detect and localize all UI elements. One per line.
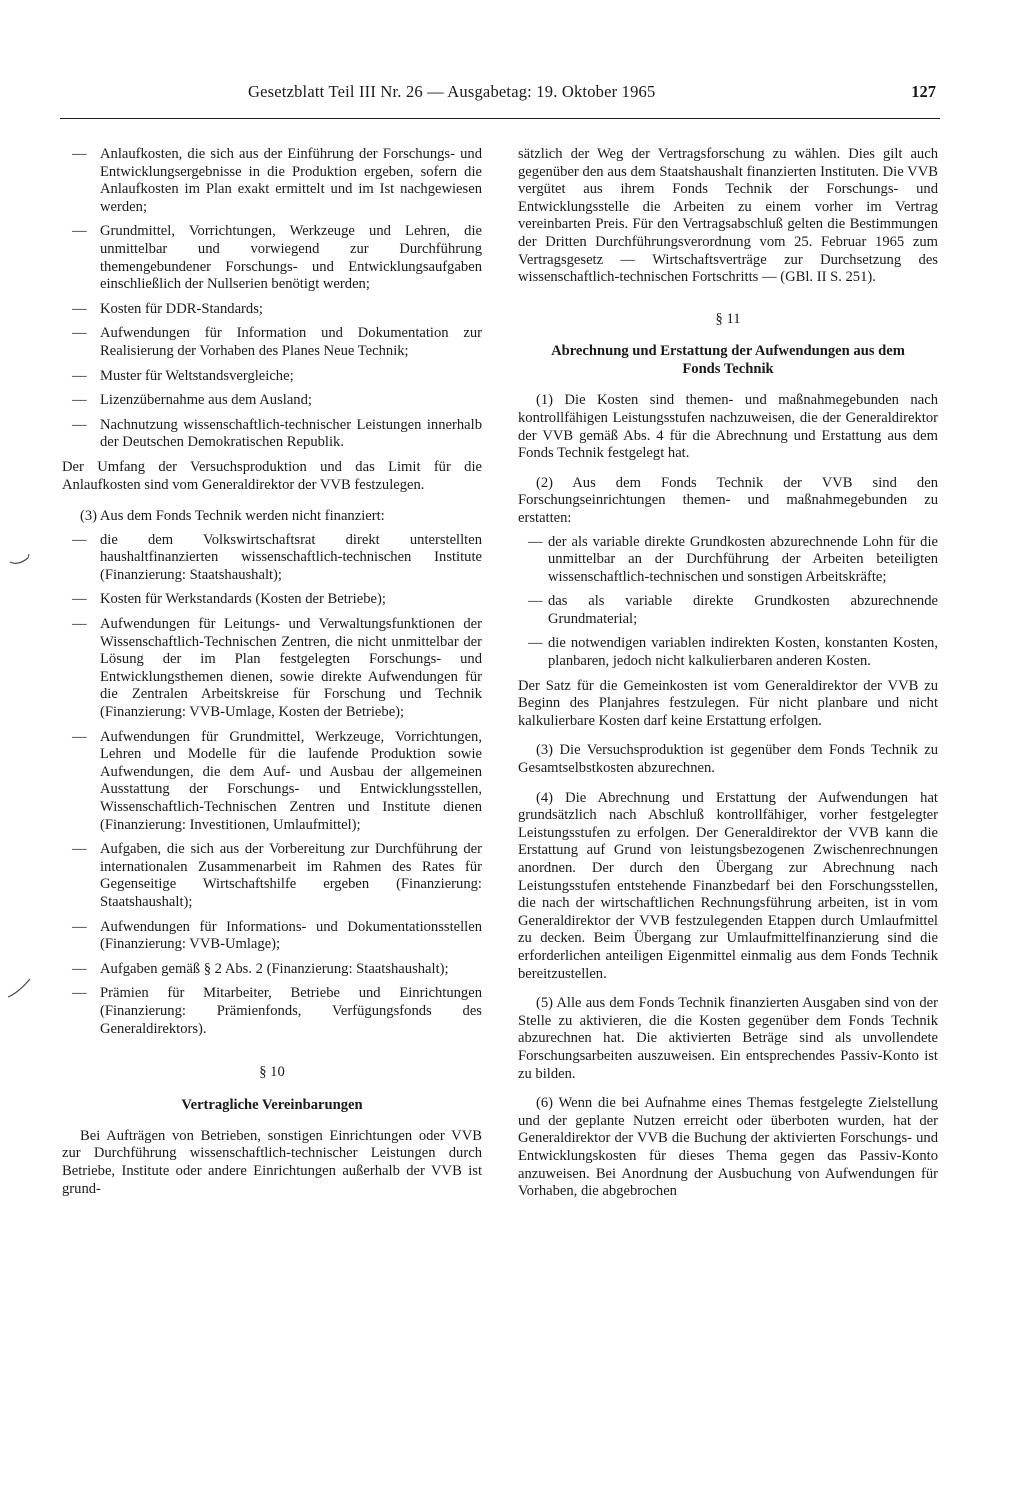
list-item-text: Nachnutzung wissenschaftlich-technischer Leistungen innerhalb der Deutschen Demokratischen Republik.	[100, 416, 482, 451]
list-item-text: Aufwendungen für Informations- und Dokumentationsstellen (Finanzierung: VVB-Umlage);	[100, 918, 482, 953]
list-dash: —	[72, 367, 87, 384]
list-item-text: Aufwendungen für Grundmittel, Werkzeuge, Vorrichtungen, Lehren und Modelle für die laufende Produktion sowie Aufwendungen, die dem Auf- und Ausbau der allgemeinen Ausstattung der Forschungs- und Entwicklungsstellen, Wissenschaftlich-Technischen Zentren und Institute dienen (Finanzierung: Investitionen, Umlaufmittel);	[100, 728, 482, 833]
list-item-text: die notwendigen variablen indirekten Kosten, konstanten Kosten, planbaren, jedoch nicht kalkulierbaren anderen Kosten.	[548, 635, 938, 670]
list-item-text: Lizenzübernahme aus dem Ausland;	[100, 392, 312, 409]
list-dash: —	[72, 416, 87, 433]
paragraph-6: (6) Wenn die bei Aufnahme eines Themas festgelegte Zielstellung und der geplante Nutzen erreicht oder überboten wurden, hat der Generaldirektor der VVB die Buchung der aktivierten Forschungs- und Entwicklungskosten für dieses Thema gegen das Passiv-Konto anzuweisen. Bei Anordnung der Ausbuchung von Aufwendungen für Vorhaben, die abgebrochen	[518, 1095, 938, 1200]
list-reimbursable	[518, 534, 938, 671]
list-item	[518, 534, 938, 587]
paragraph-3: (3) Die Versuchsproduktion ist gegenüber dem Fonds Technik zu Gesamtselbstkosten abzurechnen.	[518, 742, 938, 777]
margin-pencil-mark	[8, 552, 32, 570]
list-dash: —	[72, 616, 87, 633]
section-10-number: § 10	[259, 1064, 285, 1081]
list-item	[62, 616, 482, 722]
section-11-title: Abrechnung und Erstattung der Aufwendungen aus dem Fonds Technik	[551, 343, 905, 378]
list-item	[62, 919, 482, 954]
section-10-continuation: sätzlich der Weg der Vertragsforschung zu wählen. Dies gilt auch gegenüber den aus dem Staatshaushalt finanzierten Instituten. Die VVB vergütet aus ihrem Fonds Technik der Forschungs- und Entwicklungsstelle die Arbeiten zu einem vorher im Vertrag vereinbarten Preis. Für den Vertragsabschluß gelten die Bestimmungen der Dritten Durchführungsverordnung vom 25. Februar 1965 zum Vertragsgesetz — Wirtschaftsverträge zur Durchsetzung des wissenschaftlich-technischen Fortschritts — (GBl. II S. 251).	[518, 146, 938, 286]
list-funded-costs	[62, 146, 482, 452]
list-dash: —	[72, 392, 87, 409]
list-dash: —	[72, 325, 87, 342]
page-number: 127	[911, 82, 936, 101]
section-10-text: Bei Aufträgen von Betrieben, sonstigen Einrichtungen oder VVB zur Durchführung wissenschaftlich-technischer Leistungen durch Betriebe, Institute oder andere Einrichtungen außerhalb der VVB ist grund-	[62, 1127, 482, 1197]
list-dash: —	[72, 591, 87, 608]
list-not-funded	[62, 532, 482, 1038]
list-item	[62, 146, 482, 216]
section-11-number: § 11	[715, 310, 741, 327]
list-dash: —	[72, 146, 87, 162]
list-dash: —	[528, 533, 543, 550]
page-header	[60, 82, 940, 108]
list-dash: —	[528, 635, 543, 652]
paragraph-1: (1) Die Kosten sind themen- und maßnahmegebunden nach kontrollfähigen Leistungsstufen nachzuweisen, die der Generaldirektor der VVB gemäß Abs. 4 für die Abrechnung und Erstattung aus dem Fonds Technik festgelegt hat.	[518, 392, 938, 462]
list-item	[518, 593, 938, 628]
paragraph-umfang: Der Umfang der Versuchsproduktion und das Limit für die Anlaufkosten sind vom Generaldirektor der VVB festzulegen.	[62, 458, 482, 493]
header-title: Gesetzblatt Teil III Nr. 26 — Ausgabetag: 19. Oktober 1965	[248, 82, 656, 101]
list-dash: —	[72, 918, 87, 935]
list-item	[62, 841, 482, 911]
paragraph-3-intro: (3) Aus dem Fonds Technik werden nicht finanziert:	[80, 508, 385, 525]
right-column	[518, 146, 938, 1386]
paragraph-5: (5) Alle aus dem Fonds Technik finanzierten Ausgaben sind von der Stelle zu aktivieren, die die Kosten gegenüber dem Fonds Technik abzurechnen hat. Die aktivierten Beträge sind als unvollendete Forschungsarbeiten auszuweisen. Ein entsprechendes Passiv-Konto ist zu bilden.	[518, 995, 938, 1082]
left-column	[62, 146, 482, 1386]
paragraph-2: (2) Aus dem Fonds Technik der VVB sind den Forschungseinrichtungen themen- und maßnahmegebunden zu erstatten:	[518, 474, 938, 526]
list-dash: —	[72, 841, 87, 858]
list-item-text: Aufwendungen für Information und Dokumentation zur Realisierung der Vorhaben des Planes Neue Technik;	[100, 325, 482, 359]
list-item	[62, 729, 482, 835]
list-item-text: die dem Volkswirtschaftsrat direkt unterstellten haushaltfinanzierten wissenschaftlich-technischen Institute (Finanzierung: Staatshaushalt);	[100, 531, 482, 583]
list-item	[62, 591, 482, 609]
list-item-text: Aufwendungen für Leitungs- und Verwaltungsfunktionen der Wissenschaftlich-Technischen Zentren, die nicht unmittelbar der Lösung der im Plan festgelegten Forschungs- und Entwicklungsthemen dienen, sowie direkte Aufwendungen für die Zentralen Arbeitskreise für Forschung und Technik (Finanzierung: VVB-Umlage, Kosten der Betriebe);	[100, 616, 482, 721]
list-item-text: Muster für Weltstandsvergleiche;	[100, 367, 294, 384]
list-dash: —	[72, 985, 87, 1002]
list-item-text: Kosten für DDR-Standards;	[100, 300, 263, 317]
list-item	[62, 368, 482, 386]
list-dash: —	[528, 593, 543, 610]
list-item	[62, 325, 482, 360]
paragraph-2-tail: Der Satz für die Gemeinkosten ist vom Generaldirektor der VVB zu Beginn des Planjahres festzulegen. Für nicht planbare und nicht kalkulierbare Kosten darf keine Erstattung erfolgen.	[518, 677, 938, 729]
list-item	[62, 532, 482, 585]
list-dash: —	[72, 300, 87, 317]
list-item-text: Grundmittel, Vorrichtungen, Werkzeuge und Lehren, die unmittelbar und vorwiegend zur Durchführung themengebundener Forschungs- und Entwicklungsaufgaben einschließlich der Nullserien benötigt werden;	[100, 223, 482, 293]
list-item-text: Kosten für Werkstandards (Kosten der Betriebe);	[100, 591, 386, 608]
list-item-text: Aufgaben gemäß § 2 Abs. 2 (Finanzierung: Staatshaushalt);	[100, 960, 449, 977]
section-10-title: Vertragliche Vereinbarungen	[181, 1096, 363, 1113]
list-dash: —	[72, 728, 87, 745]
list-item-text: Anlaufkosten, die sich aus der Einführung der Forschungs- und Entwicklungsergebnisse in die Produktion ergeben, sofern die Anlaufkosten im Plan exakt ermittelt und im Ist nachgewiesen werden;	[100, 146, 482, 215]
list-item	[62, 301, 482, 319]
paragraph-4: (4) Die Abrechnung und Erstattung der Aufwendungen hat grundsätzlich nach Abschluß kontrollfähiger, vorher festgelegter Leistungsstufen zu erfolgen. Der Generaldirektor der VVB kann die Erstattung auf Grund von leistungsbezogenen Zwischenrechnungen anordnen. Der durch den Übergang zur Abrechnung nach Leistungsstufen entstehende Finanzbedarf bei den Forschungsstellen, die nach der wirtschaftlichen Rechnungsführung arbeiten, ist in vom Generaldirektor der VVB festzulegenden Etappen durch Umlaufmittel zu decken. Beim Übergang zur Umlaufmittelfinanzierung sind die erforderlichen anteiligen Eigenmittel einmalig aus dem Fonds Technik bereitzustellen.	[518, 789, 938, 982]
list-item-text: Prämien für Mitarbeiter, Betriebe und Einrichtungen (Finanzierung: Prämienfonds, Verfügungsfonds des Generaldirektors).	[100, 985, 482, 1037]
list-dash: —	[72, 223, 87, 240]
list-item-text: Aufgaben, die sich aus der Vorbereitung zur Durchführung der internationalen Zusammenarbeit im Rahmen des Rates für Gegenseitige Wirtschaftshilfe ergeben (Finanzierung: Staatshaushalt);	[100, 841, 482, 910]
list-item	[62, 985, 482, 1038]
list-dash: —	[72, 531, 87, 548]
list-item	[62, 961, 482, 979]
margin-pencil-mark	[6, 975, 30, 1003]
list-dash: —	[72, 960, 87, 977]
list-item-text: der als variable direkte Grundkosten abzurechnende Lohn für die unmittelbar an der Durchführung der Arbeiten beteiligten wissenschaftlich-technischen und sonstigen Arbeitskräfte;	[548, 533, 938, 585]
list-item	[62, 223, 482, 293]
list-item	[518, 635, 938, 670]
list-item	[62, 392, 482, 410]
list-item-text: das als variable direkte Grundkosten abzurechnende Grundmaterial;	[548, 593, 938, 627]
list-item	[62, 417, 482, 452]
header-rule	[60, 118, 940, 119]
